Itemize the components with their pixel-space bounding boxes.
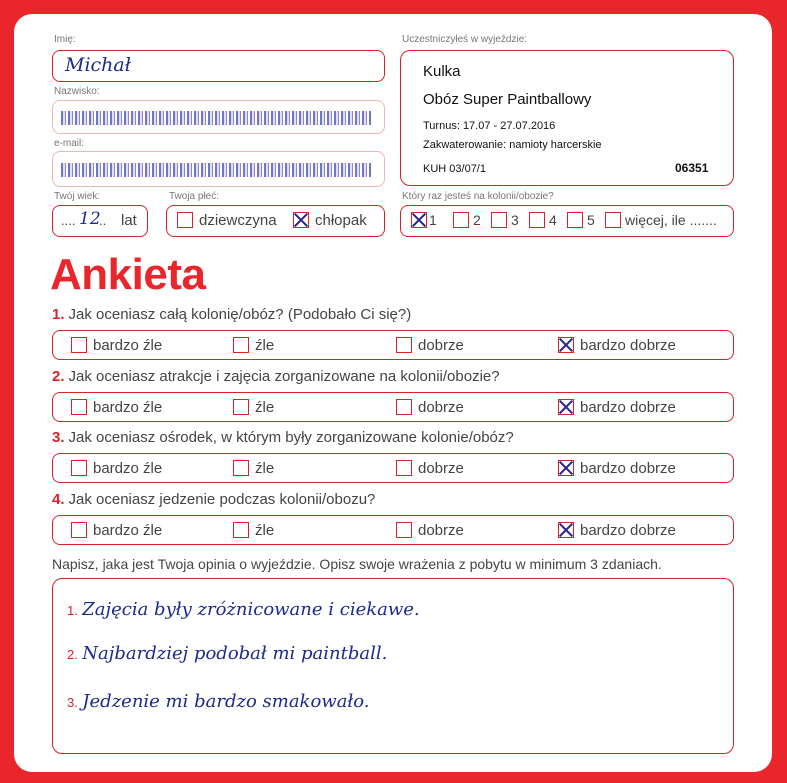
rating-row-2	[52, 392, 734, 422]
times-option-label: 5	[587, 212, 595, 229]
checked-checkbox-icon[interactable]	[558, 460, 574, 476]
trip-name: Kulka	[423, 63, 461, 80]
rating-option[interactable]	[396, 336, 464, 354]
checkbox-icon[interactable]	[396, 460, 412, 476]
times-option-4[interactable]	[529, 211, 557, 228]
trip-camp: Obóz Super Paintballowy	[423, 91, 592, 108]
rating-option[interactable]	[71, 459, 162, 477]
rating-option[interactable]	[558, 336, 676, 354]
times-option-more[interactable]	[605, 211, 717, 228]
times-option-3[interactable]	[491, 211, 519, 228]
times-option-label: więcej, ile .......	[625, 212, 717, 229]
rating-option[interactable]	[71, 398, 162, 416]
opinion-line-num: 1.	[67, 603, 78, 618]
checkbox-icon[interactable]	[529, 212, 545, 228]
rating-option-label: bardzo dobrze	[580, 336, 676, 354]
opinion-textarea[interactable]	[52, 578, 734, 754]
question-text: Jak oceniasz całą kolonię/obóz? (Podobało Ci się?)	[68, 306, 412, 323]
opinion-line-2	[67, 643, 387, 664]
rating-option[interactable]	[558, 459, 676, 477]
question-text: Jak oceniasz atrakcje i zajęcia zorganizowane na kolonii/obozie?	[68, 368, 500, 385]
rating-row-4	[52, 515, 734, 545]
rating-option-label: bardzo źle	[93, 398, 163, 416]
trip-label: Uczestniczyłeś w wyjeździe:	[402, 34, 528, 45]
trip-turnus: Turnus: 17.07 - 27.07.2016	[423, 120, 556, 132]
times-option-label: 2	[473, 212, 481, 229]
first-name-label: Imię:	[54, 34, 76, 45]
rating-option[interactable]	[396, 521, 464, 539]
age-field[interactable]	[52, 205, 148, 237]
gender-female-label: dziewczyna	[199, 211, 277, 229]
checked-checkbox-icon[interactable]	[558, 399, 574, 415]
age-unit: lat	[121, 212, 137, 229]
rating-option[interactable]	[396, 459, 464, 477]
opinion-line-text: Najbardziej podobał mi paintball.	[82, 643, 388, 664]
rating-option[interactable]	[233, 336, 274, 354]
rating-option-label: dobrze	[418, 521, 464, 539]
rating-option-label: bardzo źle	[93, 336, 163, 354]
checkbox-icon[interactable]	[71, 460, 87, 476]
checkbox-icon[interactable]	[605, 212, 621, 228]
gender-field	[166, 205, 385, 237]
trip-code: KUH 03/07/1	[423, 163, 486, 175]
rating-option[interactable]	[558, 398, 676, 416]
question-text: Jak oceniasz ośrodek, w którym były zorganizowane kolonie/obóz?	[68, 429, 514, 446]
checkbox-icon[interactable]	[233, 522, 249, 538]
rating-row-3	[52, 453, 734, 483]
checkbox-icon[interactable]	[71, 337, 87, 353]
rating-option[interactable]	[233, 521, 274, 539]
checkbox-icon[interactable]	[71, 399, 87, 415]
gender-male-label: chłopak	[315, 211, 367, 229]
age-dots-left: ....	[61, 213, 76, 228]
rating-option-label: źle	[255, 459, 275, 477]
checkbox-icon[interactable]	[233, 460, 249, 476]
rating-option[interactable]	[71, 336, 162, 354]
question-number: 2.	[52, 368, 65, 385]
checkbox-icon[interactable]	[233, 399, 249, 415]
age-value: 12	[79, 209, 101, 229]
rating-option-label: dobrze	[418, 459, 464, 477]
checkbox-icon[interactable]	[396, 522, 412, 538]
question-number: 4.	[52, 491, 65, 508]
question-number: 3.	[52, 429, 65, 446]
times-option-1[interactable]	[411, 211, 437, 228]
rating-option-label: bardzo dobrze	[580, 398, 676, 416]
age-dots-right: ..	[99, 213, 107, 228]
last-name-label: Nazwisko:	[54, 86, 100, 97]
checkbox-icon[interactable]	[491, 212, 507, 228]
rating-option[interactable]	[396, 398, 464, 416]
rating-option[interactable]	[71, 521, 162, 539]
checkbox-icon[interactable]	[233, 337, 249, 353]
page-title: Ankieta	[50, 250, 206, 299]
rating-option[interactable]	[558, 521, 676, 539]
rating-row-1	[52, 330, 734, 360]
times-option-label: 3	[511, 212, 519, 229]
survey-card	[14, 14, 772, 772]
rating-option-label: bardzo źle	[93, 521, 163, 539]
checkbox-icon[interactable]	[567, 212, 583, 228]
gender-option-male[interactable]	[293, 211, 367, 229]
checked-checkbox-icon[interactable]	[558, 337, 574, 353]
first-name-value: Michał	[65, 54, 131, 76]
opinion-line-text: Zajęcia były zróżnicowane i ciekawe.	[82, 599, 420, 620]
trip-accommodation: Zakwaterowanie: namioty harcerskie	[423, 139, 602, 151]
checkbox-icon[interactable]	[453, 212, 469, 228]
rating-option-label: źle	[255, 521, 275, 539]
rating-option-label: źle	[255, 398, 275, 416]
gender-option-female[interactable]	[177, 211, 277, 229]
opinion-line-num: 2.	[67, 647, 78, 662]
rating-option-label: bardzo dobrze	[580, 521, 676, 539]
question-3	[52, 429, 514, 446]
rating-option[interactable]	[233, 459, 274, 477]
opinion-line-3	[67, 691, 370, 712]
rating-option-label: bardzo źle	[93, 459, 163, 477]
times-field	[400, 205, 734, 237]
times-option-5[interactable]	[567, 211, 595, 228]
last-name-redacted	[61, 111, 371, 125]
first-name-field[interactable]	[52, 50, 385, 82]
question-number: 1.	[52, 306, 65, 323]
opinion-prompt: Napisz, jaka jest Twoja opinia o wyjeździe. Opisz swoje wrażenia z pobytu w minimum 3 zdaniach.	[52, 556, 662, 572]
rating-option-label: dobrze	[418, 398, 464, 416]
email-label: e-mail:	[54, 138, 85, 149]
times-option-label: 4	[549, 212, 557, 229]
trip-number: 06351	[675, 161, 709, 175]
email-redacted	[61, 163, 371, 177]
question-2	[52, 368, 500, 385]
question-text: Jak oceniasz jedzenie podczas kolonii/obozu?	[68, 491, 376, 508]
gender-label: Twoja płeć:	[169, 191, 220, 202]
rating-option-label: bardzo dobrze	[580, 459, 676, 477]
times-option-label: 1	[429, 212, 437, 229]
checked-checkbox-icon[interactable]	[558, 522, 574, 538]
opinion-line-1	[67, 599, 420, 620]
email-field[interactable]	[52, 151, 385, 187]
checkbox-icon[interactable]	[177, 212, 193, 228]
rating-option-label: dobrze	[418, 336, 464, 354]
last-name-field[interactable]	[52, 100, 385, 134]
rating-option[interactable]	[233, 398, 274, 416]
question-1	[52, 306, 411, 323]
trip-info-box	[400, 50, 734, 186]
age-label: Twój wiek:	[54, 191, 101, 202]
checkbox-icon[interactable]	[396, 337, 412, 353]
checkbox-icon[interactable]	[396, 399, 412, 415]
times-label: Który raz jesteś na kolonii/obozie?	[402, 191, 554, 202]
question-4	[52, 491, 375, 508]
opinion-line-text: Jedzenie mi bardzo smakowało.	[82, 691, 370, 712]
checked-checkbox-icon[interactable]	[411, 212, 427, 228]
checked-checkbox-icon[interactable]	[293, 212, 309, 228]
rating-option-label: źle	[255, 336, 275, 354]
times-option-2[interactable]	[453, 211, 481, 228]
checkbox-icon[interactable]	[71, 522, 87, 538]
opinion-line-num: 3.	[67, 695, 78, 710]
